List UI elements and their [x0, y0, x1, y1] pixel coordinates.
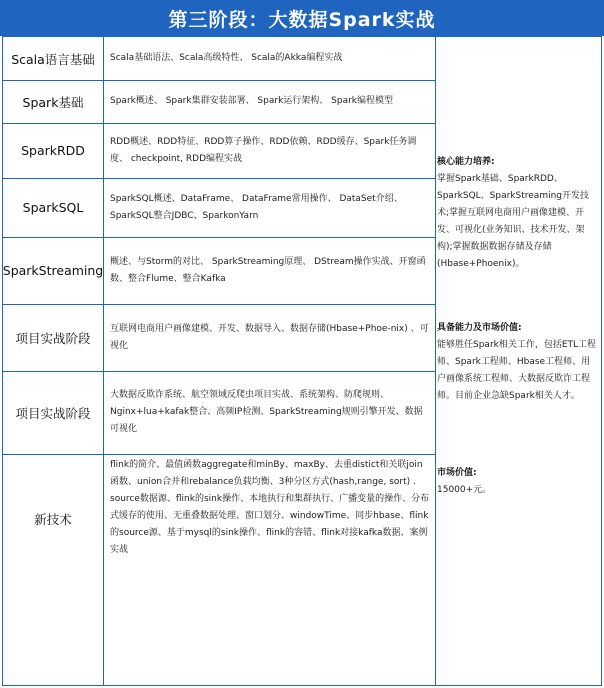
row-content-project-1: 互联网电商用户画像建模、开发、数据导入、数据存储(Hbase+Phoe-nix) 、可视化 — [110, 323, 429, 351]
row-label-sparkrdd: SparkRDD — [21, 143, 85, 158]
core-ability-text: 掌握Spark基础、SparkRDD、SparkSQL、SparkStreaming开发技术;掌握互联网电商用户画像建模、开发、可视化(业务知识、技术开发、架构);掌握数据数据存储及存储(Hbase+Phoenix)。 — [437, 174, 589, 269]
row-label-scala: Scala语言基础 — [11, 51, 95, 67]
row-label-new-tech: 新技术 — [34, 512, 72, 527]
row-content-spark-basics: Spark概述、 Spark集群安装部署、 Spark运行架构、 Spark编程模型 — [110, 96, 393, 106]
row-content-new-tech: flink的简介、最值函数aggregate和minBy、maxBy、去重distict和关联join函数、union合并和rebalance负载均衡、3种分区方式(hash,range, sort) . source数据源、flink的sink操作、本地执行和集群执行、广播变量的操作、分布式缓存的使用、无重叠数据处理、窗口划分、windowTime、同步hbase、flink的source源、基于mysql的sink操作、flink的容错、flink对接kafka数据、案例实战 — [110, 460, 430, 555]
row-content-sparkstreaming: 概述、与Storm的对比、 SparkStreaming原理、 DStream操作实战、开窗函数、整合Flume、整合Kafka — [110, 256, 426, 284]
column-divider — [103, 37, 104, 685]
core-ability-heading: 核心能力培养: — [437, 157, 495, 167]
market-value-heading: 市场价值: — [437, 468, 477, 478]
page-title: 第三阶段：大数据Spark实战 — [0, 0, 604, 36]
market-ability-block — [437, 320, 597, 405]
column-divider — [435, 37, 436, 685]
row-label-spark-basics: Spark基础 — [22, 94, 84, 110]
market-ability-text: 能够胜任Spark相关工作，包括ETL工程师、Spark工程师、Hbase工程师、用户画像系统工程师、大数据反欺诈工程师。目前企业急缺Spark相关人才。 — [437, 340, 597, 401]
row-content-scala: Scala基础语法、Scala高级特性、 Scala的Akka编程实战 — [110, 53, 343, 63]
row-content-project-2: 大数据反欺诈系统、航空领域反爬虫项目实战、系统架构、防爬规则、Nginx+lua+kafak整合、高频IP检测、SparkStreaming规则引擎开发、数据可视化 — [110, 390, 423, 434]
market-value-block — [437, 465, 597, 499]
row-label-project-1: 项目实战阶段 — [15, 330, 91, 346]
core-ability-block — [437, 154, 597, 273]
row-label-project-2: 项目实战阶段 — [15, 405, 91, 421]
market-value-text: 15000+元。 — [437, 485, 492, 495]
row-content-sparksql: SparkSQL概述、DataFrame、 DataFrame常用操作、 DataSet介绍、SparkSQL整合JDBC、SparkonYarn — [110, 193, 403, 221]
row-label-sparkstreaming: SparkStreaming — [2, 263, 104, 278]
row-label-sparksql: SparkSQL — [22, 200, 84, 215]
market-ability-heading: 具备能力及市场价值: — [437, 323, 522, 333]
row-content-sparkrdd: RDD概述、RDD特征、RDD算子操作、RDD依赖、RDD缓存、Spark任务调度、 checkpoint, RDD编程实战 — [110, 136, 417, 164]
